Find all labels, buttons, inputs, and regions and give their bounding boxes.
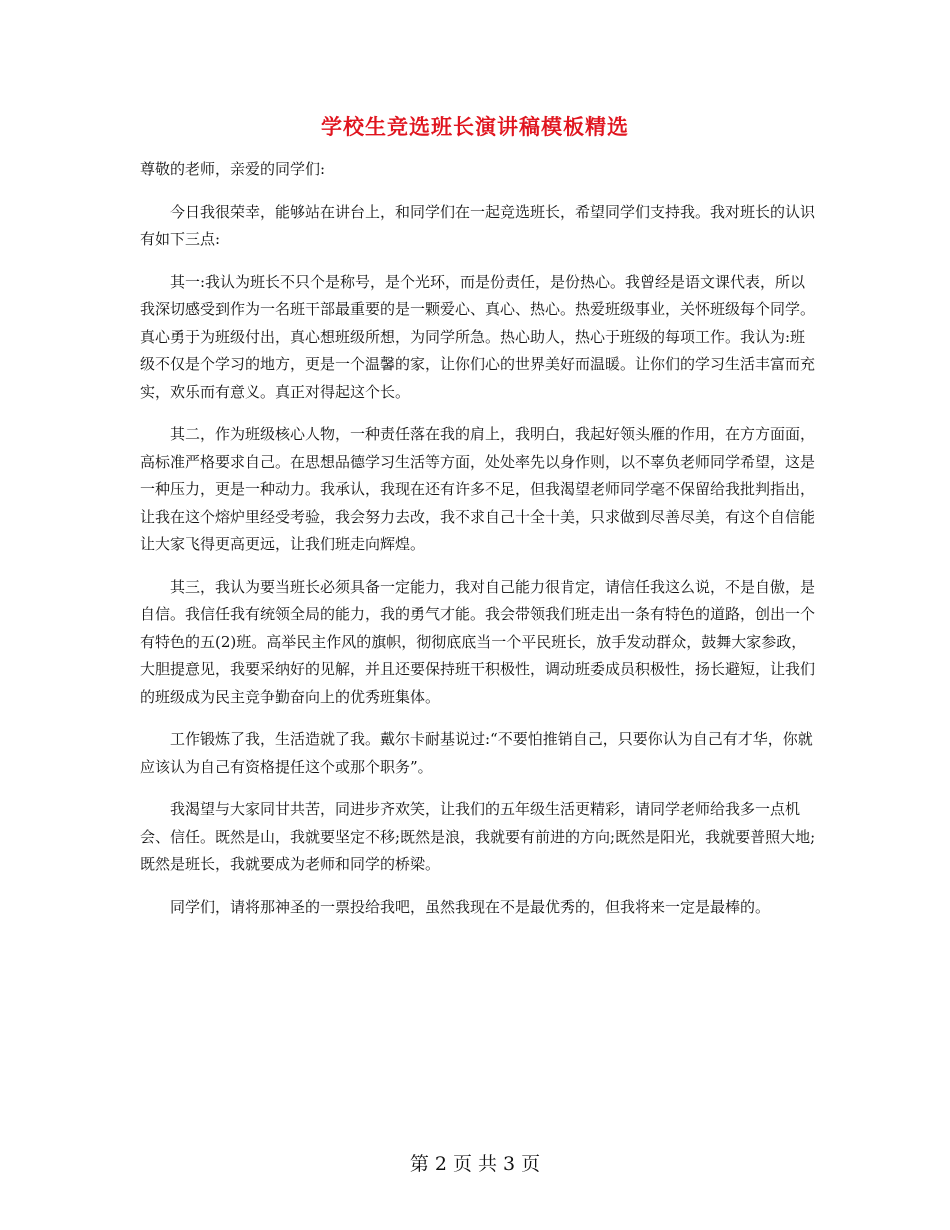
paragraph-closing: 同学们，请将那神圣的一票投给我吧，虽然我现在不是最优秀的，但我将来一定是最棒的。 (170, 897, 771, 916)
paragraph-point-three: 其三，我认为要当班长必须具备一定能力，我对自己能力很肯定，请信任我这么说，不是自傲，是自信。我信任我有统领全局的能力，我的勇气才能。我会带领我们班走出一条有特色的道路，创出一个有特色的五(2)班。高举民主作风的旗帜，彻彻底底当一个平民班长，放手发动群众，鼓舞大家参政，大胆提意见，我要采纳好的见解，并且还要保持班干积极性，调动班委成员积极性，扬长避短，让我们的班级成为民主竞争勤奋向上的优秀班集体。 (140, 577, 816, 706)
paragraph-quote: 工作锻炼了我，生活造就了我。戴尔卡耐基说过:“不要怕推销自己，只要你认为自己有才华，你就应该认为自己有资格提任这个或那个职务”。 (140, 730, 813, 776)
paragraph-point-one: 其一:我认为班长不只个是称号，是个光环，而是份责任，是份热心。我曾经是语文课代表，所以我深切感受到作为一名班干部最重要的是一颗爱心、真心、热心。热爱班级事业，关怀班级每个同学。真心勇于为班级付出，真心想班级所想，为同学所急。热心助人，热心于班级的每项工作。我认为:班级不仅是个学习的地方，更是一个温馨的家，让你们心的世界美好而温暖。让你们的学习生活丰富而充实，欢乐而有意义。真正对得起这个长。 (140, 272, 816, 401)
paragraph-intro: 今日我很荣幸，能够站在讲台上，和同学们在一起竞选班长，希望同学们支持我。我对班长的认识有如下三点: (140, 202, 816, 248)
paragraph-wish: 我渴望与大家同甘共苦，同进步齐欢笑，让我们的五年级生活更精彩，请同学老师给我多一点机会、信任。既然是山，我就要坚定不移;既然是浪，我就要有前进的方向;既然是阳光，我就要普照大地;既然是班长，我就要成为老师和同学的桥梁。 (140, 800, 816, 873)
document-body (140, 156, 820, 936)
salutation: 尊敬的老师，亲爱的同学们: (140, 160, 326, 178)
page-number: 第 2 页 共 3 页 (409, 1153, 541, 1175)
document-title: 学校生竞选班长演讲稿模板精选 (321, 114, 629, 139)
paragraph-point-two: 其二，作为班级核心人物，一种责任落在我的肩上，我明白，我起好领头雁的作用，在方方面面，高标准严格要求自己。在思想品德学习生活等方面，处处率先以身作则，以不辜负老师同学希望，这是一种压力，更是一种动力。我承认，我现在还有许多不足，但我渴望老师同学毫不保留给我批判指出，让我在这个熔炉里经受考验，我会努力去改，我不求自己十全十美，只求做到尽善尽美，有这个自信能让大家飞得更高更远，让我们班走向辉煌。 (140, 425, 816, 553)
